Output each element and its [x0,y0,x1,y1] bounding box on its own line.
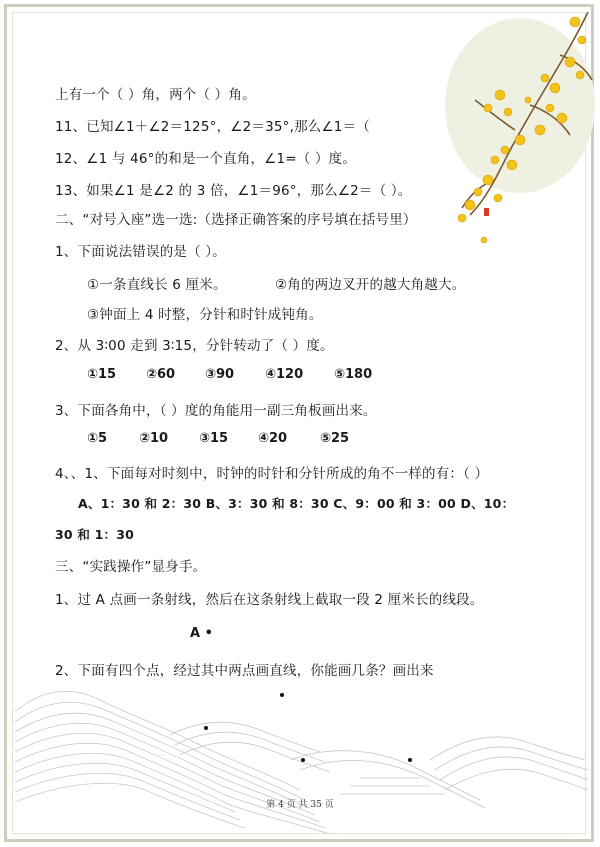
point-dot [408,758,412,762]
point-dot [280,693,284,697]
practice-question-2: 2、下面有四个点，经过其中两点画直线，你能画几条？画出来 [55,663,434,679]
q3-option-5: ⑤25 [320,431,350,446]
choice-1-option-c: ③钟面上 4 时整，分针和时针成钝角。 [87,307,323,323]
q4-options-continued: 30 和 1：30 [55,527,134,542]
q3-option-2: ②10 [139,431,169,446]
question-10-tail: 上有一个（ ）角，两个（ ）角。 [55,87,256,103]
choice-question-4: 4、、1、下面每对时刻中，时钟的时针和分针所成的角不一样的有：（ ） [55,466,489,482]
q3-option-4: ④20 [258,431,288,446]
q3-option-3: ③15 [199,431,229,446]
choice-question-3: 3、下面各角中，（ ）度的角能用一副三角板画出来。 [55,403,377,419]
q2-option-3: ③90 [205,367,235,382]
page-number-footer: 第 4 页 共 35 页 [266,800,334,810]
section-2-heading: 二、“对号入座”选一选:（选择正确答案的序号填在括号里） [55,212,417,228]
question-11: 11、已知∠1＋∠2＝125°，∠2＝35°,那么∠1＝（ [55,119,370,135]
q2-option-2: ②60 [146,367,176,382]
choice-question-2: 2、从 3∶00 走到 3∶15，分针转动了（ ）度。 [55,338,334,354]
choice-1-option-a: ①一条直线长 6 厘米。 [87,277,227,293]
question-12: 12、∠1 与 46°的和是一个直角，∠1=（ ）度。 [55,151,357,167]
q2-option-5: ⑤180 [334,367,373,382]
choice-question-1: 1、下面说法错误的是（ ）。 [55,244,226,260]
point-dot [204,726,208,730]
question-13: 13、如果∠1 是∠2 的 3 倍，∠1＝96°，那么∠2＝（ ）。 [55,183,412,199]
q2-option-4: ④120 [265,367,304,382]
flower-branch-illustration [462,12,592,215]
point-a-label: A • [190,626,213,641]
q3-option-1: ①5 [87,431,108,446]
practice-question-1: 1、过 A 点画一条射线，然后在这条射线上截取一段 2 厘米长的线段。 [55,592,484,608]
q4-options: A、1：30 和 2：30 B、3：30 和 8：30 C、9：00 和 3：00 D、10： [78,496,515,511]
point-dot [301,758,305,762]
choice-1-option-b: ②角的两边叉开的越大角越大。 [275,277,466,293]
section-3-heading: 三、“实践操作”显身手。 [55,559,207,575]
q2-option-1: ①15 [87,367,117,382]
mountain-illustration [15,691,588,834]
